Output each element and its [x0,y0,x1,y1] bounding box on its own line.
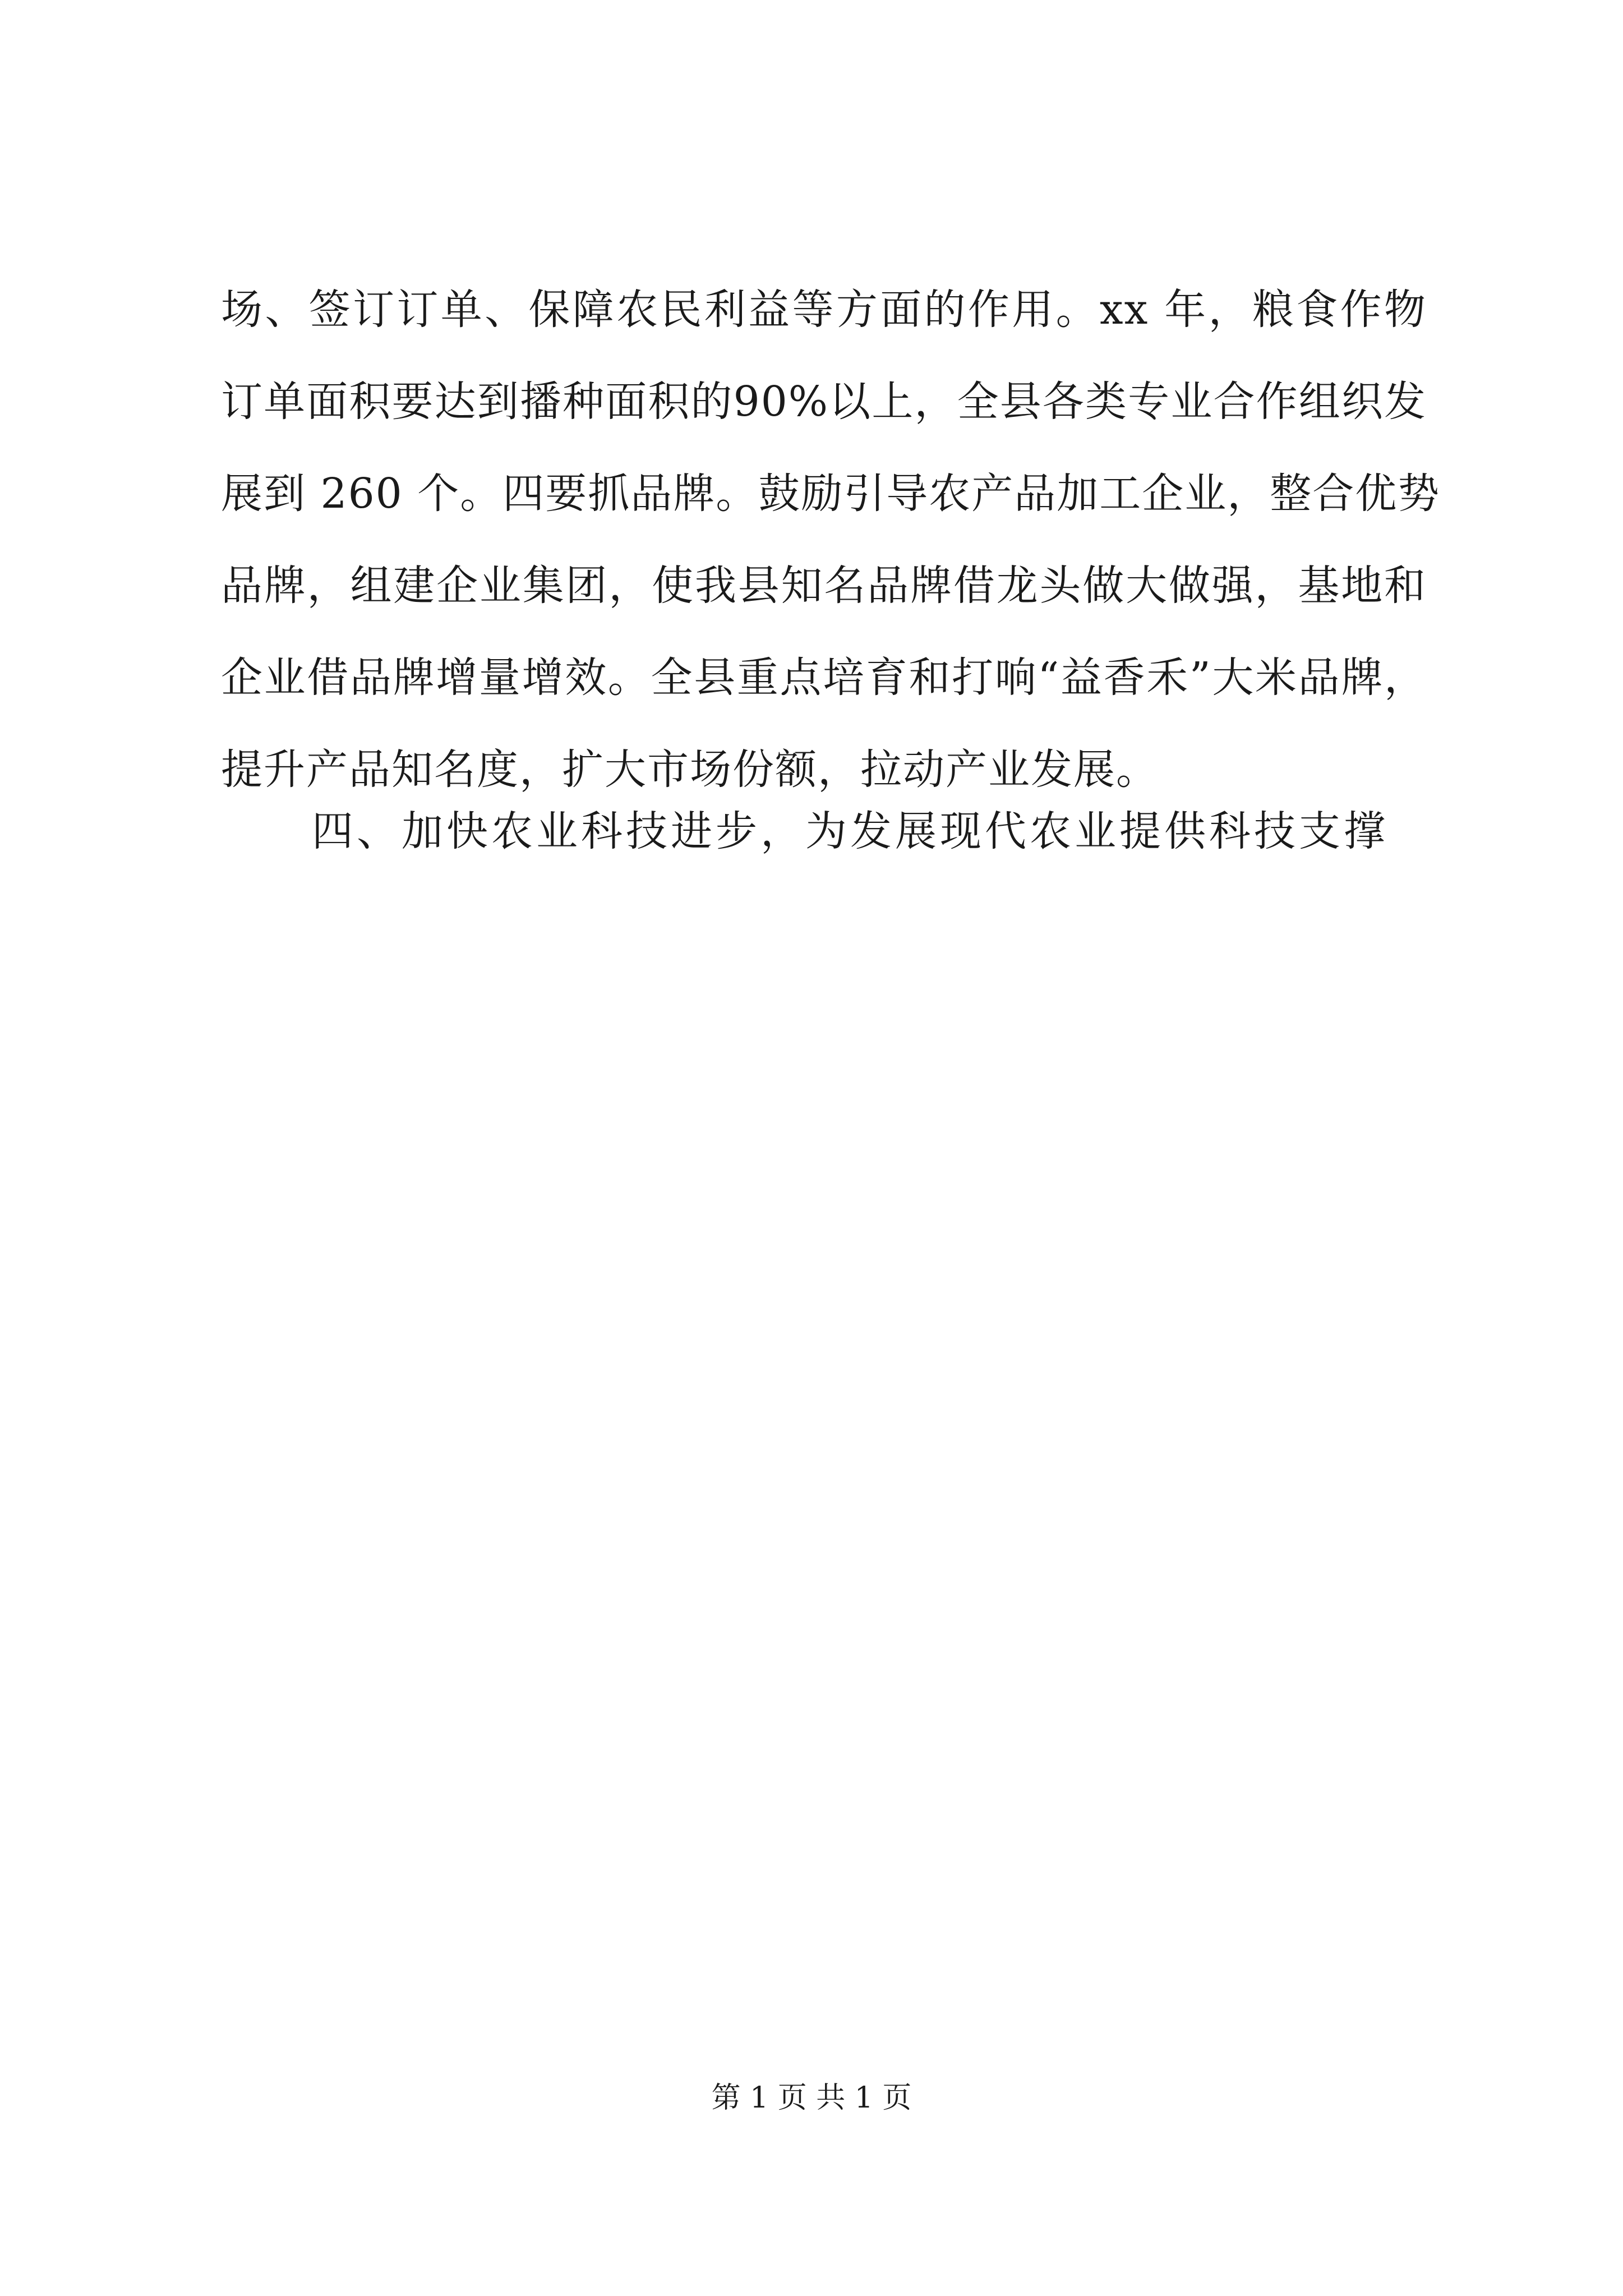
paragraph-line: 展到 260 个。四要抓品牌。鼓励引导农产品加工企业，整合优势 [221,470,1441,518]
page-footer: 第 1 页 共 1 页 [711,2081,912,2115]
section-heading: 四、加快农业科技进步，为发展现代农业提供科技支撑 [312,807,1389,855]
body-paragraph [221,264,1441,816]
paragraph-line: 场、签订订单、保障农民利益等方面的作用。xx 年，粮食作物 [221,286,1427,334]
paragraph-line: 品牌，组建企业集团，使我县知名品牌借龙头做大做强，基地和 [221,562,1427,610]
paragraph-line: 企业借品牌增量增效。全县重点培育和打响“益香禾”大米品牌， [221,654,1427,702]
paragraph-line: 订单面积要达到播种面积的90%以上，全县各类专业合作组织发 [221,378,1427,426]
paragraph-line: 提升产品知名度，扩大市场份额，拉动产业发展。 [221,746,1159,794]
